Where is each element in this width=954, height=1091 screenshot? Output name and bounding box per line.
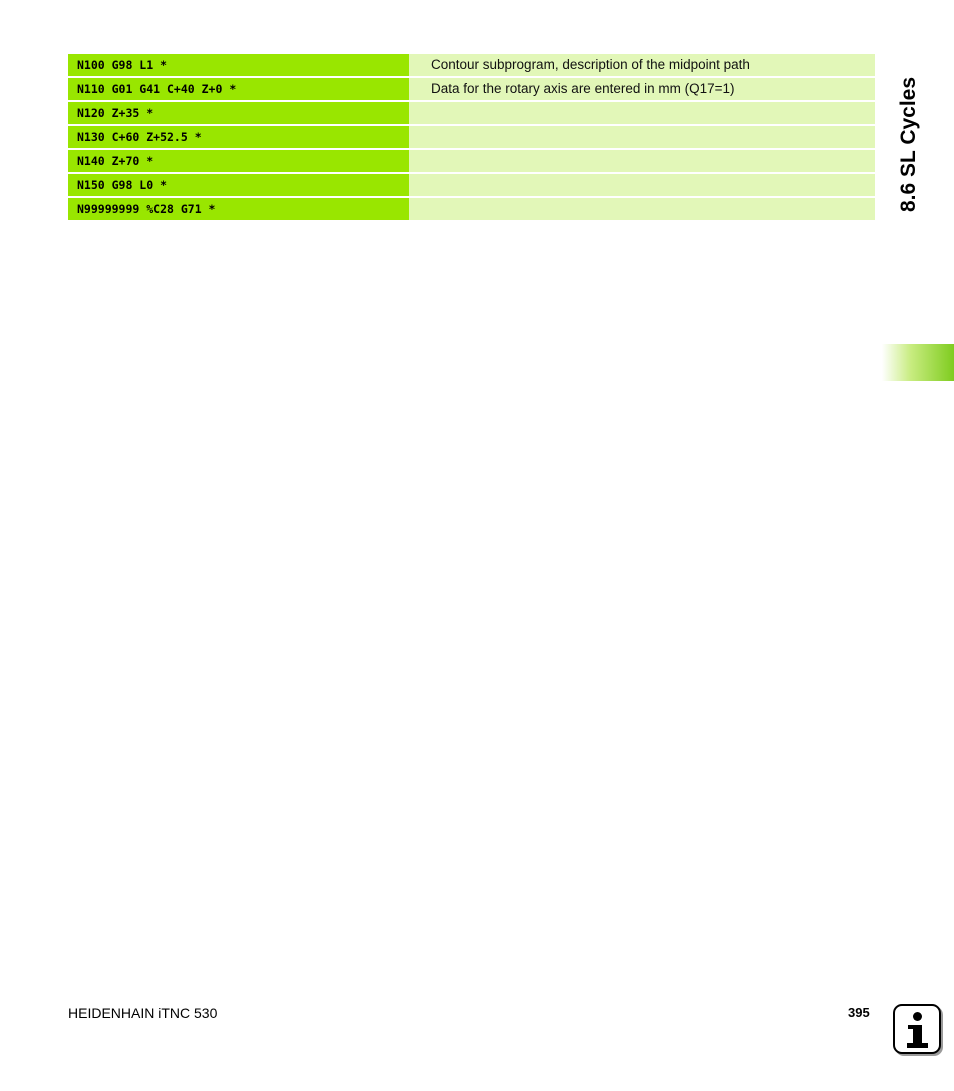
program-comment xyxy=(409,102,875,124)
footer-product-name: HEIDENHAIN iTNC 530 xyxy=(68,1005,218,1021)
program-comment xyxy=(409,126,875,148)
program-row xyxy=(68,78,875,100)
info-icon xyxy=(893,1004,941,1054)
program-comment xyxy=(409,198,875,220)
program-row xyxy=(68,198,875,220)
section-title-text: 8.6 SL Cycles xyxy=(897,76,920,212)
program-code: N140 Z+70 * xyxy=(68,150,409,172)
program-code: N130 C+60 Z+52.5 * xyxy=(68,126,409,148)
section-title xyxy=(894,54,924,214)
program-code: N100 G98 L1 * xyxy=(68,54,409,76)
program-row xyxy=(68,150,875,172)
info-icon-serif-bottom xyxy=(907,1043,928,1048)
program-row xyxy=(68,126,875,148)
program-code: N110 G01 G41 C+40 Z+0 * xyxy=(68,78,409,100)
info-icon-dot xyxy=(913,1012,922,1021)
program-comment: Data for the rotary axis are entered in mm (Q17=1) xyxy=(409,78,875,100)
program-code: N150 G98 L0 * xyxy=(68,174,409,196)
program-row xyxy=(68,54,875,76)
program-row xyxy=(68,174,875,196)
program-comment: Contour subprogram, description of the midpoint path xyxy=(409,54,875,76)
program-listing-table xyxy=(68,54,875,222)
program-code: N120 Z+35 * xyxy=(68,102,409,124)
program-code: N99999999 %C28 G71 * xyxy=(68,198,409,220)
program-comment xyxy=(409,174,875,196)
program-comment xyxy=(409,150,875,172)
page-number: 395 xyxy=(848,1005,870,1020)
info-icon-stem xyxy=(913,1025,922,1045)
program-row xyxy=(68,102,875,124)
chapter-thumb-tab xyxy=(882,344,954,381)
